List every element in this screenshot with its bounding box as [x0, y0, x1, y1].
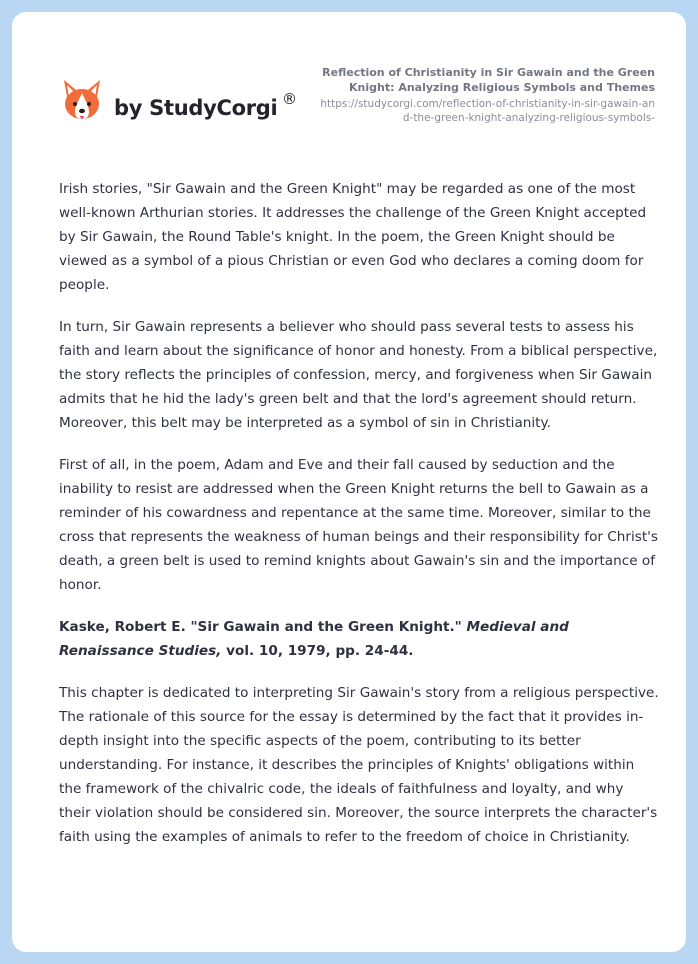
registered-mark: ®	[282, 90, 297, 108]
document-url[interactable]: https://studycorgi.com/reflection-of-christianity-in-sir-gawain-and-the-green-knight-analyzing-religious-symbols-	[320, 98, 655, 124]
citation	[59, 615, 659, 663]
citation-author-title: Kaske, Robert E. "Sir Gawain and the Green Knight."	[59, 619, 462, 635]
document-title: Reflection of Christianity in Sir Gawain and the Green Knight: Analyzing Religious Symbols and Themes	[322, 66, 655, 94]
annotation-paragraph: This chapter is dedicated to interpreting Sir Gawain's story from a religious perspective. The rationale of this source for the essay is determined by the fact that it provides in-depth insight into the specific aspects of the poem, contributing to its better understanding. For instance, it describes the principles of Knights' obligations within the framework of the chivalric code, the ideals of faithfulness and loyalty, and why their violation should be considered sin. Moreover, the source interprets the character's faith using the examples of animals to refer to the freedom of choice in Christianity.	[59, 685, 659, 845]
document-body	[59, 177, 659, 867]
citation-journal: Medieval and Renaissance Studies,	[59, 619, 569, 659]
citation-details: vol. 10, 1979, pp. 24-44.	[226, 643, 414, 659]
brand-logo[interactable]	[60, 76, 320, 136]
document-page	[12, 12, 686, 952]
document-meta	[315, 66, 655, 125]
body-paragraph: Irish stories, "Sir Gawain and the Green Knight" may be regarded as one of the most well-known Arthurian stories. It addresses the challenge of the Green Knight accepted by Sir Gawain, the Round Table's knight. In the poem, the Green Knight should be viewed as a symbol of a pious Christian or even God who declares a coming doom for people.	[59, 181, 647, 293]
body-paragraph: First of all, in the poem, Adam and Eve and their fall caused by seduction and the inability to resist are addressed when the Green Knight returns the bell to Gawain as a reminder of his cowardness and repentance at the same time. Moreover, similar to the cross that represents the weakness of human beings and their responsibility for Christ's death, a green belt is used to remind knights about Gawain's sin and the importance of honor.	[59, 457, 659, 593]
corgi-logo-icon	[60, 76, 104, 126]
body-paragraph: In turn, Sir Gawain represents a believer who should pass several tests to assess his faith and learn about the significance of honor and honesty. From a biblical perspective, the story reflects the principles of confession, mercy, and forgiveness when Sir Gawain admits that he hid the lady's green belt and that the lord's agreement should return. Moreover, this belt may be interpreted as a symbol of sin in Christianity.	[59, 319, 658, 431]
brand-name: by StudyCorgi	[114, 96, 278, 120]
